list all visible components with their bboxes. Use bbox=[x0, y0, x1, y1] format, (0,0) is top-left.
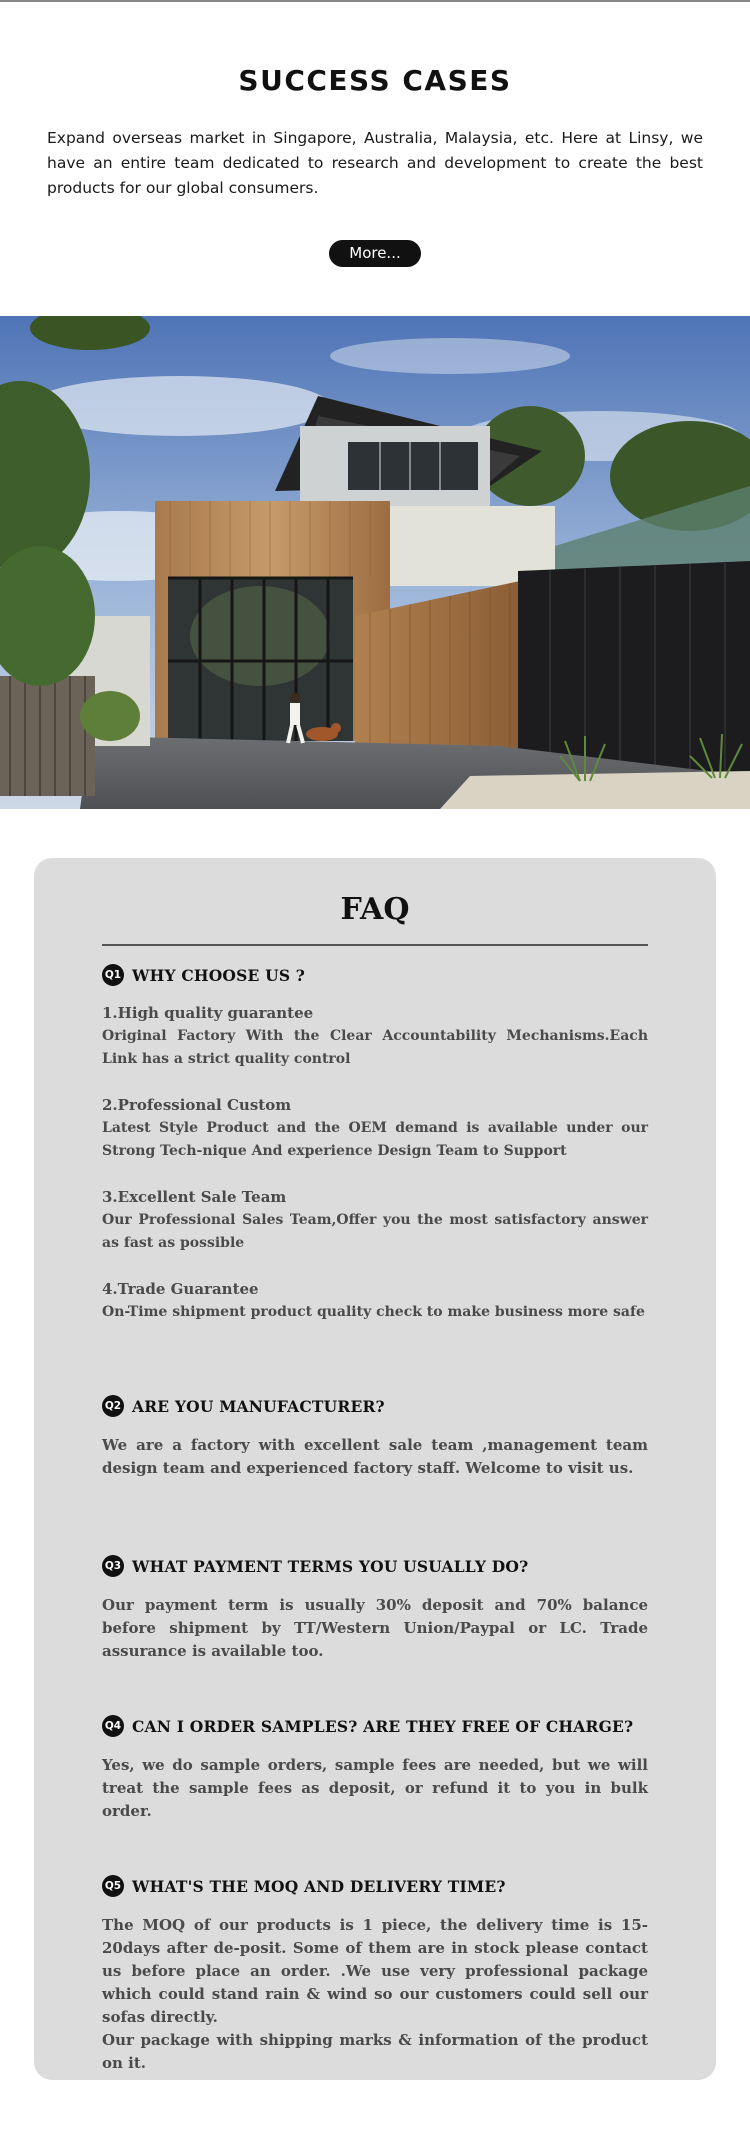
q5-text: WHAT'S THE MOQ AND DELIVERY TIME? bbox=[132, 1876, 506, 1896]
point-2-title: 2.Professional Custom bbox=[102, 1096, 292, 1114]
faq-answer-5-package: Our package with shipping marks & information of the product on it. bbox=[102, 2031, 648, 2072]
faq-section bbox=[34, 858, 716, 2080]
faq-answer-1-point-4 bbox=[102, 1278, 648, 1324]
faq-answer-4: Yes, we do sample orders, sample fees are needed, but we will treat the sample fees as deposit, or refund it to you in bulk order. bbox=[102, 1756, 648, 1820]
more-button[interactable]: More... bbox=[329, 240, 421, 267]
success-cases-description: Expand overseas market in Singapore, Australia, Malaysia, etc. Here at Linsy, we have an entire team dedicated to research and development to create the best products for our global consumers. bbox=[47, 129, 703, 197]
q3-text: WHAT PAYMENT TERMS YOU USUALLY DO? bbox=[132, 1556, 529, 1576]
faq-answer-3: Our payment term is usually 30% deposit and 70% balance before shipment by TT/Western Union/Paypal or LC. Trade assurance is available too. bbox=[102, 1596, 648, 1660]
q1-badge: Q1 bbox=[102, 964, 124, 986]
faq-question-4 bbox=[102, 1714, 662, 1738]
faq-answer-1-point-2 bbox=[102, 1094, 648, 1163]
faq-answer-2: We are a factory with excellent sale team ,management team design team and experienced factory staff. Welcome to visit us. bbox=[102, 1436, 648, 1477]
faq-question-2 bbox=[102, 1394, 662, 1418]
point-1-desc: Original Factory With the Clear Accountability Mechanisms.Each Link has a strict quality control bbox=[102, 1028, 648, 1067]
point-4-desc: On-Time shipment product quality check to make business more safe bbox=[102, 1304, 645, 1320]
q3-badge: Q3 bbox=[102, 1555, 124, 1577]
q5-badge: Q5 bbox=[102, 1875, 124, 1897]
point-4-title: 4.Trade Guarantee bbox=[102, 1280, 259, 1298]
faq-title: FAQ bbox=[340, 892, 410, 927]
faq-divider bbox=[102, 944, 648, 946]
faq-answer-1 bbox=[102, 1002, 648, 1071]
faq-question-5 bbox=[102, 1874, 662, 1898]
q2-text: ARE YOU MANUFACTURER? bbox=[132, 1396, 385, 1416]
faq-answer-5-main: The MOQ of our products is 1 piece, the delivery time is 15-20days after de-posit. Some of them are in stock please contact us before place an order. .We use very professional package which could stand rain & wind so our customers could sell our sofas directly. bbox=[102, 1916, 648, 2026]
faq-question-1 bbox=[102, 963, 662, 987]
q4-badge: Q4 bbox=[102, 1715, 124, 1737]
faq-question-3 bbox=[102, 1554, 662, 1578]
faq-answer-5 bbox=[102, 1914, 648, 2075]
point-1-title: 1.High quality guarantee bbox=[102, 1004, 314, 1022]
hero-house-image bbox=[0, 316, 750, 809]
faq-answer-1-point-3 bbox=[102, 1186, 648, 1255]
success-cases-section bbox=[0, 0, 750, 316]
q4-text: CAN I ORDER SAMPLES? ARE THEY FREE OF CHARGE? bbox=[132, 1716, 634, 1736]
point-3-desc: Our Professional Sales Team,Offer you the most satisfactory answer as fast as possible bbox=[102, 1212, 648, 1251]
point-2-desc: Latest Style Product and the OEM demand is available under our Strong Tech-nique And experience Design Team to Support bbox=[102, 1120, 648, 1159]
success-cases-title: SUCCESS CASES bbox=[238, 64, 512, 97]
q1-text: WHY CHOOSE US ? bbox=[132, 965, 306, 985]
q2-badge: Q2 bbox=[102, 1395, 124, 1417]
point-3-title: 3.Excellent Sale Team bbox=[102, 1188, 287, 1206]
